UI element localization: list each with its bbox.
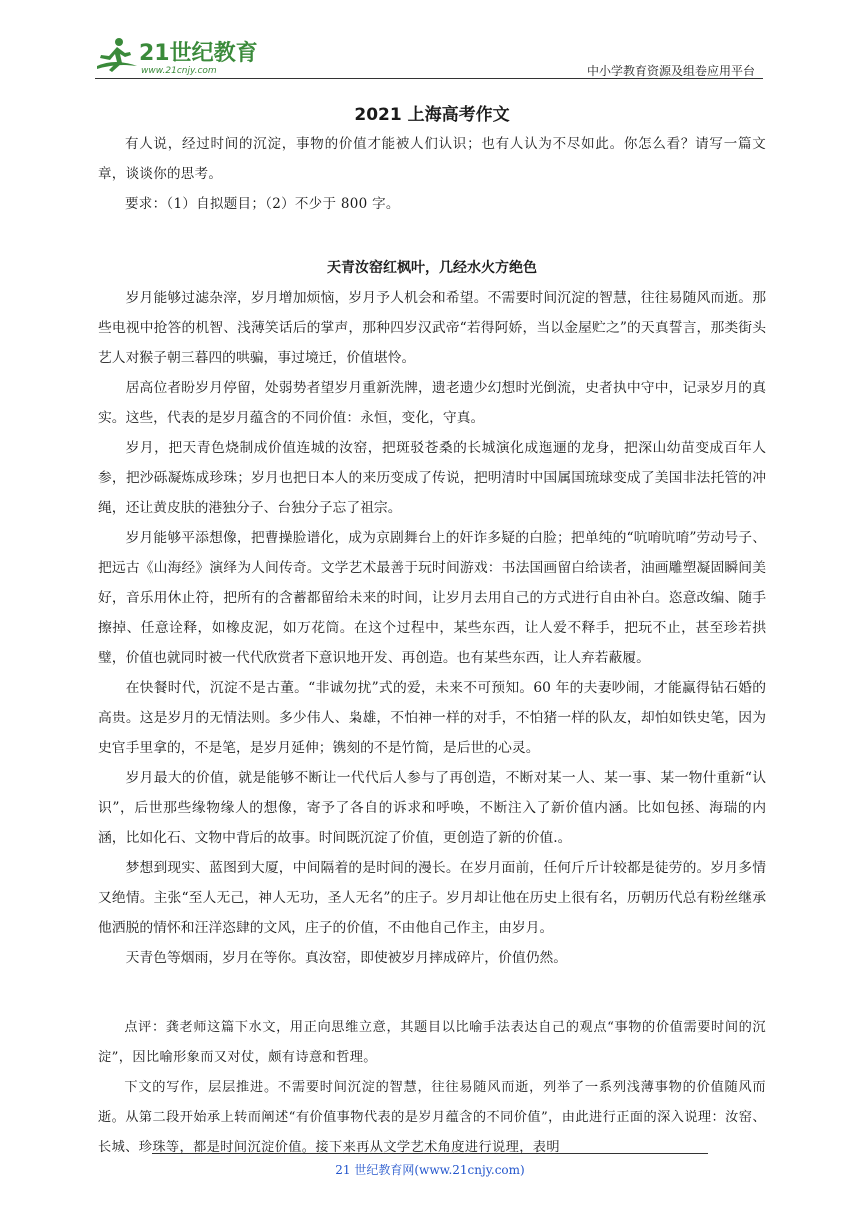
header-divider bbox=[95, 78, 763, 79]
footer-link[interactable]: 21 世纪教育网(www.21cnjy.com) bbox=[335, 1163, 525, 1177]
prompt-requirements: 要求：（1）自拟题目；（2）不少于 800 字。 bbox=[125, 196, 400, 212]
comment-section bbox=[98, 1013, 766, 1163]
page-header bbox=[95, 36, 763, 82]
footer-divider bbox=[152, 1153, 708, 1154]
logo bbox=[95, 36, 265, 76]
document-body bbox=[98, 100, 766, 1163]
prompt-text: 有人说，经过时间的沉淀，事物的价值才能被人们认识；也有人认为不尽如此。你怎么看？请写一篇文章，谈谈你的思考。 bbox=[98, 136, 766, 182]
essay-paragraph: 岁月，把天青色烧制成价值连城的汝窑，把斑驳苍桑的长城演化成迤逦的龙身，把深山幼苗变成百年人参，把沙砾凝炼成珍珠；岁月也把日本人的来历变成了传说，把明清时中国属国琉球变成了美国非法托管的冲绳，还让黄皮肤的港独分子、台独分子忘了祖宗。 bbox=[98, 440, 766, 516]
essay-paragraph: 居高位者盼岁月停留，处弱势者望岁月重新洗牌，遗老遗少幻想时光倒流，史者执中守中，记录岁月的真实。这些，代表的是岁月蕴含的不同价值：永恒，变化，守真。 bbox=[98, 380, 766, 426]
page-title: 2021 上海高考作文 bbox=[354, 105, 510, 125]
prompt-section bbox=[98, 129, 766, 219]
essay-paragraph: 在快餐时代，沉淀不是古董。“非诚勿扰”式的爱，未来不可预知。60 年的夫妻吵闹，才能赢得钻石婚的高贵。这是岁月的无情法则。多少伟人、枭雄，不怕神一样的对手，不怕猪一样的队友，却怕如铁史笔，因为史官手里拿的，不是笔，是岁月延伸；镌刻的不是竹简，是后世的心灵。 bbox=[98, 680, 766, 756]
svg-text:21世纪教育: 21世纪教育 bbox=[139, 41, 258, 66]
essay-paragraph: 岁月最大的价值，就是能够不断让一代代后人参与了再创造，不断对某一人、某一事、某一物什重新“认识”，后世那些缘物缘人的想像，寄予了各自的诉求和呼唤，不断注入了新价值内涵。比如包拯、海瑞的内涵，比如化石、文物中背后的故事。时间既沉淀了价值，更创造了新的价值.。 bbox=[98, 770, 766, 846]
essay-paragraph: 天青色等烟雨，岁月在等你。真汝窑，即使被岁月摔成碎片，价值仍然。 bbox=[125, 950, 568, 966]
comment-paragraph: 下文的写作，层层推进。不需要时间沉淀的智慧，往往易随风而逝，列举了一系列浅薄事物的价值随风而逝。从第二段开始承上转而阐述“有价值事物代表的是岁月蕴含的不同价值”，由此进行正面的深入说理：汝窑、长城、珍珠等，都是时间沉淀价值。接下来再从文学艺术角度进行说理，表明 bbox=[98, 1080, 766, 1155]
comment-paragraph: 点评：龚老师这篇下水文，用正向思维立意，其题目以比喻手法表达自己的观点“事物的价值需要时间的沉淀”，因比喻形象而又对仗，颇有诗意和哲理。 bbox=[98, 1020, 766, 1065]
essay-paragraph: 岁月能够过滤杂滓，岁月增加烦恼，岁月予人机会和希望。不需要时间沉淀的智慧，往往易随风而逝。那些电视中抢答的机智、浅薄笑话后的掌声，那种四岁汉武帝“若得阿娇，当以金屋贮之”的天真誓言，那类街头艺人对猴子朝三暮四的哄骗，事过境迁，价值堪怜。 bbox=[98, 290, 766, 366]
platform-name: 中小学教育资源及组卷应用平台 bbox=[586, 64, 755, 78]
svg-text:www.21cnjy.com: www.21cnjy.com bbox=[141, 66, 217, 76]
essay-section bbox=[98, 283, 766, 973]
essay-title: 天青汝窑红枫叶，几经水火方绝色 bbox=[327, 260, 537, 276]
essay-paragraph: 梦想到现实、蓝图到大厦，中间隔着的是时间的漫长。在岁月面前，任何斤斤计较都是徒劳的。岁月多情又绝情。主张“至人无己，神人无功，圣人无名”的庄子。岁月却让他在历史上很有名，历朝历代总有粉丝继承他洒脱的情怀和汪洋恣肆的文风，庄子的价值，不由他自己作主，由岁月。 bbox=[98, 860, 766, 936]
essay-paragraph: 岁月能够平添想像，把曹操脸谱化，成为京剧舞台上的奸诈多疑的白脸；把单纯的“吭唷吭唷”劳动号子、把远古《山海经》演绎为人间传奇。文学艺术最善于玩时间游戏：书法国画留白给读者，油画雕塑凝固瞬间美好，音乐用休止符，把所有的含蓄都留给未来的时间，让岁月去用自己的方式进行自由补白。恣意改编、随手擦掉、任意诠释，如橡皮泥，如万花筒。在这个过程中，某些东西，让人爱不释手，把玩不止，甚至珍若拱璧，价值也就同时被一代代欣赏者下意识地开发、再创造。也有某些东西，让人弃若蔽履。 bbox=[98, 530, 766, 666]
